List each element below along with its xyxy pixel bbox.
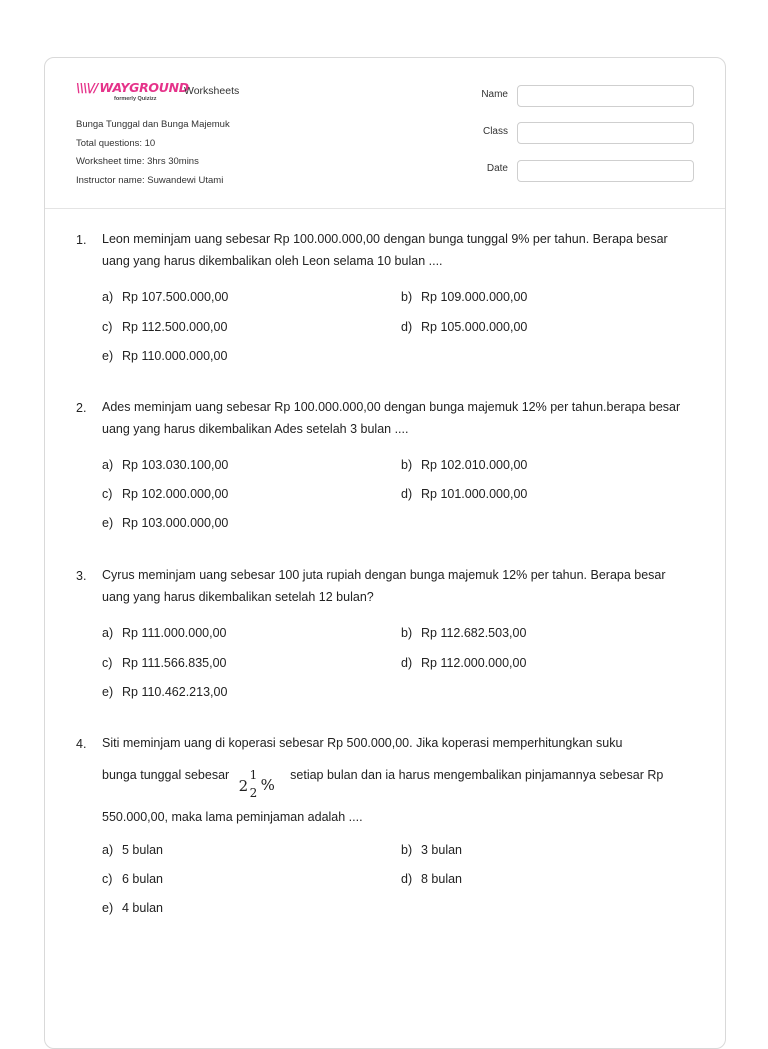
option-text: Rp 103.030.100,00 <box>122 458 229 472</box>
option-b[interactable] <box>401 458 527 472</box>
option-text: Rp 112.000.000,00 <box>421 656 527 670</box>
worksheet-time: Worksheet time: 3hrs 30mins <box>76 156 199 168</box>
option-letter: b) <box>401 458 413 472</box>
class-label: Class <box>482 126 508 137</box>
option-letter: e) <box>102 685 114 699</box>
fraction-whole: 2 <box>238 776 249 795</box>
question-text-line-2 <box>102 757 692 800</box>
brand-name: WAYGROUND <box>99 80 189 95</box>
option-text: Rp 109.000.000,00 <box>421 290 528 304</box>
option-letter: c) <box>102 872 113 886</box>
option-a[interactable] <box>102 843 163 857</box>
option-letter: a) <box>102 290 114 304</box>
worksheet-header <box>45 58 725 209</box>
option-letter: d) <box>401 656 413 670</box>
option-a[interactable] <box>102 458 228 472</box>
brand-subtitle: formerly Quizizz <box>114 96 157 102</box>
option-text: Rp 105.000.000,00 <box>421 320 528 334</box>
option-text: Rp 107.500.000,00 <box>122 290 229 304</box>
mixed-fraction <box>238 758 283 800</box>
option-c[interactable] <box>102 487 228 501</box>
option-e[interactable] <box>102 685 227 699</box>
question-text-before-fraction: bunga tunggal sebesar <box>102 768 230 782</box>
question-text-line-3: 550.000,00, maka lama peminjaman adalah .... <box>102 810 363 824</box>
option-letter: e) <box>102 349 114 363</box>
fraction-percent: % <box>260 775 275 794</box>
option-text: Rp 101.000.000,00 <box>421 487 528 501</box>
option-c[interactable] <box>102 656 227 670</box>
option-d[interactable] <box>401 656 526 670</box>
fraction-denominator: 2 <box>249 785 258 800</box>
option-letter: b) <box>401 290 413 304</box>
question-number: 2. <box>76 401 87 415</box>
question-number: 3. <box>76 569 87 583</box>
option-letter: c) <box>102 656 113 670</box>
option-letter: a) <box>102 626 114 640</box>
option-e[interactable] <box>102 901 163 915</box>
app-label: Worksheets <box>184 85 240 97</box>
question-text-after-fraction: setiap bulan dan ia harus mengembalikan pinjamannya sebesar Rp <box>290 768 664 782</box>
question-number: 1. <box>76 233 87 247</box>
worksheet-page <box>44 57 726 1049</box>
question-text: Leon meminjam uang sebesar Rp 100.000.000,00 dengan bunga tunggal 9% per tahun. Berapa besar uang yang harus dikembalikan oleh Leon selama 10 bulan .... <box>102 232 668 268</box>
option-text: Rp 112.500.000,00 <box>122 320 228 334</box>
total-questions: Total questions: 10 <box>76 137 156 149</box>
instructor-name: Instructor name: Suwandewi Utami <box>76 175 224 187</box>
option-letter: c) <box>102 487 113 501</box>
option-b[interactable] <box>401 843 462 857</box>
option-text: Rp 110.000.000,00 <box>122 349 228 363</box>
option-a[interactable] <box>102 290 228 304</box>
option-a[interactable] <box>102 626 227 640</box>
option-text: Rp 102.010.000,00 <box>421 458 528 472</box>
class-field[interactable] <box>517 122 694 144</box>
name-field[interactable] <box>517 85 694 107</box>
option-text: Rp 110.462.213,00 <box>122 685 228 699</box>
option-c[interactable] <box>102 320 227 334</box>
worksheet-info <box>76 116 230 191</box>
fraction-numerator: 1 <box>249 767 258 782</box>
date-field[interactable] <box>517 160 694 182</box>
option-text: Rp 102.000.000,00 <box>122 487 229 501</box>
logo <box>76 80 276 110</box>
name-label: Name <box>481 89 508 100</box>
date-label: Date <box>486 163 508 174</box>
option-e[interactable] <box>102 516 228 530</box>
option-text: 4 bulan <box>122 901 164 915</box>
option-d[interactable] <box>401 320 527 334</box>
option-b[interactable] <box>401 626 526 640</box>
option-b[interactable] <box>401 290 527 304</box>
option-text: 5 bulan <box>122 843 164 857</box>
option-text: 8 bulan <box>421 872 463 886</box>
brand-marks: \\\\// <box>76 80 98 95</box>
option-letter: c) <box>102 320 113 334</box>
option-text: 6 bulan <box>122 872 164 886</box>
option-letter: d) <box>401 872 413 886</box>
option-d[interactable] <box>401 487 527 501</box>
option-letter: e) <box>102 516 114 530</box>
option-letter: d) <box>401 320 413 334</box>
question-text-line-1: Siti meminjam uang di koperasi sebesar Rp 500.000,00. Jika koperasi memperhitungkan suku <box>102 736 623 750</box>
option-letter: b) <box>401 843 413 857</box>
option-text: 3 bulan <box>421 843 463 857</box>
option-letter: d) <box>401 487 413 501</box>
option-letter: b) <box>401 626 413 640</box>
question-number: 4. <box>76 737 87 751</box>
question-text: Cyrus meminjam uang sebesar 100 juta rupiah dengan bunga majemuk 12% per tahun. Berapa besar uang yang harus dikembalikan setelah 12 bulan? <box>102 568 666 604</box>
worksheet-title: Bunga Tunggal dan Bunga Majemuk <box>76 119 230 130</box>
option-letter: a) <box>102 458 114 472</box>
option-text: Rp 111.000.000,00 <box>122 626 227 640</box>
option-letter: a) <box>102 843 114 857</box>
question-text: Ades meminjam uang sebesar Rp 100.000.000,00 dengan bunga majemuk 12% per tahun.berapa besar uang yang harus dikembalikan Ades setelah 3 bulan .... <box>102 400 681 436</box>
option-text: Rp 111.566.835,00 <box>122 656 227 670</box>
option-text: Rp 103.000.000,00 <box>122 516 229 530</box>
option-e[interactable] <box>102 349 227 363</box>
option-text: Rp 112.682.503,00 <box>421 626 527 640</box>
option-letter: e) <box>102 901 114 915</box>
option-c[interactable] <box>102 872 163 886</box>
brand-logo <box>76 80 189 95</box>
option-d[interactable] <box>401 872 462 886</box>
